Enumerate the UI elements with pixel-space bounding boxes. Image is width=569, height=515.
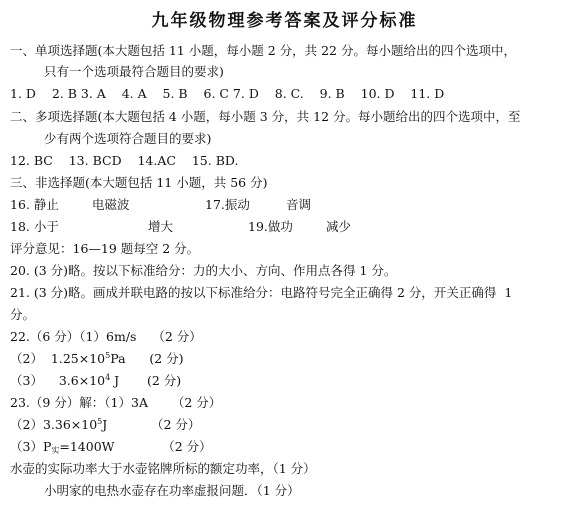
q22-part-2: [10, 350, 184, 367]
section-2-answers: 12. BC 13. BCD 14.AC 15. BD.: [10, 153, 239, 168]
section-1-answers: 1. D 2. B 3. A 4. A 5. B 6. C 7. D 8. C. 9. B 10. D 11. D: [10, 86, 445, 101]
q16-answer: 16. 静止: [10, 197, 59, 212]
q23-3-subscript: 实: [51, 446, 60, 455]
q19-answer-b: 减少: [326, 219, 352, 234]
q23-part-2: [10, 416, 200, 433]
q22-2-value: （2） 1.25×10: [10, 351, 106, 366]
q16-answer-b: 电磁波: [92, 197, 130, 212]
conclusion-1: 水壶的实际功率大于水壶铭牌所标的额定功率，（1 分）: [10, 461, 316, 476]
q23-3-symbol: （3）P: [10, 439, 52, 454]
q21-answer: 21. (3 分)略。画成并联电路的按以下标准给分：电路符号完全正确得 2 分，开关正确得 1: [10, 285, 513, 300]
q18-answer-b: 增大: [148, 219, 174, 234]
section-3-heading: 三、非选择题(本大题包括 11 小题，共 56 分): [10, 175, 268, 190]
q23-2-unit: J （2 分）: [102, 417, 201, 432]
q23-2-value: （2）3.36×10: [10, 417, 98, 432]
q22-title: 22.（6 分）（1）6m/s （2 分）: [10, 329, 202, 344]
section-1-heading-cont: 只有一个选项最符合题目的要求): [44, 64, 224, 79]
section-2-heading: 二、多项选择题(本大题包括 4 小题，每小题 3 分，共 12 分。每小题给出的四个选项中，至: [10, 109, 521, 124]
q23-title: 23.（9 分）解：（1）3A （2 分）: [10, 395, 222, 410]
scoring-note: 评分意见：16—19 题每空 2 分。: [10, 241, 200, 256]
q23-part-3: [10, 438, 212, 455]
q19-answer: 19.做功: [248, 219, 293, 234]
section-1-heading: 一、单项选择题(本大题包括 11 小题，每小题 2 分，共 22 分。每小题给出的四个选项中，: [10, 43, 516, 58]
q23-3-value: =1400W （2 分）: [59, 439, 212, 454]
q22-3-exponent: 4: [105, 373, 111, 382]
q22-2-unit: Pa (2 分): [110, 351, 184, 366]
q18-answer: 18. 小于: [10, 219, 59, 234]
q22-3-unit: J (2 分): [110, 373, 182, 388]
page-title: 九年级物理参考答案及评分标准: [151, 11, 418, 31]
q21-answer-cont: 分。: [10, 307, 36, 322]
q22-part-3: [10, 372, 181, 389]
q17-answer: 17.振动: [205, 197, 250, 212]
section-2-heading-cont: 少有两个选项符合题目的要求): [44, 131, 212, 146]
q22-3-value: （3） 3.6×10: [10, 373, 106, 388]
conclusion-2: 小明家的电热水壶存在功率虚报问题．（1 分）: [44, 483, 300, 498]
q17-answer-b: 音调: [286, 197, 312, 212]
q22-2-exponent: 5: [105, 351, 111, 360]
q23-2-exponent: 5: [97, 417, 103, 426]
q20-answer: 20. (3 分)略。按以下标准给分：力的大小、方向、作用点各得 1 分。: [10, 263, 397, 278]
